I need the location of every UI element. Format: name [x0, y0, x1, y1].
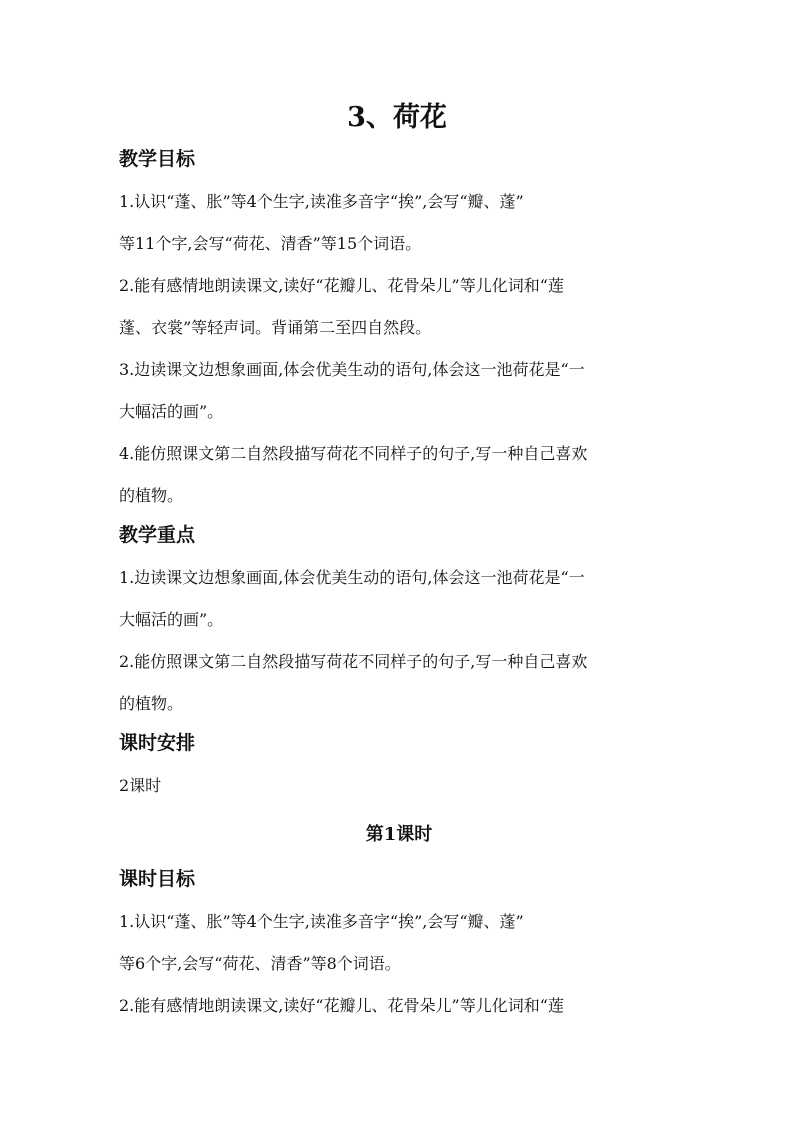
section-teaching-goals	[119, 141, 679, 517]
section-heading: 教学重点	[119, 524, 196, 546]
paragraph: 2.能有感情地朗读课文,读好“花瓣儿、花骨朵儿”等儿化词和“莲 蓬、衣裳”等轻声词。背诵第二至四自然段。	[119, 276, 564, 337]
lesson-title: 第1课时	[365, 824, 433, 845]
paragraph: 2.能仿照课文第二自然段描写荷花不同样子的句子,写一种自己喜欢 的植物。	[119, 652, 588, 713]
document-title: 3、荷花	[347, 102, 447, 133]
document-body	[119, 141, 679, 1027]
section-lesson-goals	[119, 861, 679, 1027]
section-heading: 课时目标	[119, 868, 196, 890]
paragraph: 1.认识“蓬、胀”等4个生字,读准多音字“挨”,会写“瓣、蓬” 等6个字,会写“荷花、清香”等8个词语。	[119, 912, 524, 973]
paragraph: 1.认识“蓬、胀”等4个生字,读准多音字“挨”,会写“瓣、蓬” 等11个字,会写“荷花、清香”等15个词语。	[119, 192, 524, 253]
paragraph: 2.能有感情地朗读课文,读好“花瓣儿、花骨朵儿”等儿化词和“莲	[119, 996, 564, 1015]
section-heading: 教学目标	[119, 148, 196, 170]
paragraph: 3.边读课文边想象画面,体会优美生动的语句,体会这一池荷花是“一 大幅活的画”。	[119, 360, 585, 421]
paragraph: 1.边读课文边想象画面,体会优美生动的语句,体会这一池荷花是“一 大幅活的画”。	[119, 568, 585, 629]
section-lesson-arrangement	[119, 725, 679, 807]
section-heading: 课时安排	[119, 732, 196, 754]
section-teaching-focus	[119, 517, 679, 725]
paragraph: 4.能仿照课文第二自然段描写荷花不同样子的句子,写一种自己喜欢 的植物。	[119, 444, 588, 505]
paragraph: 2课时	[119, 776, 162, 795]
